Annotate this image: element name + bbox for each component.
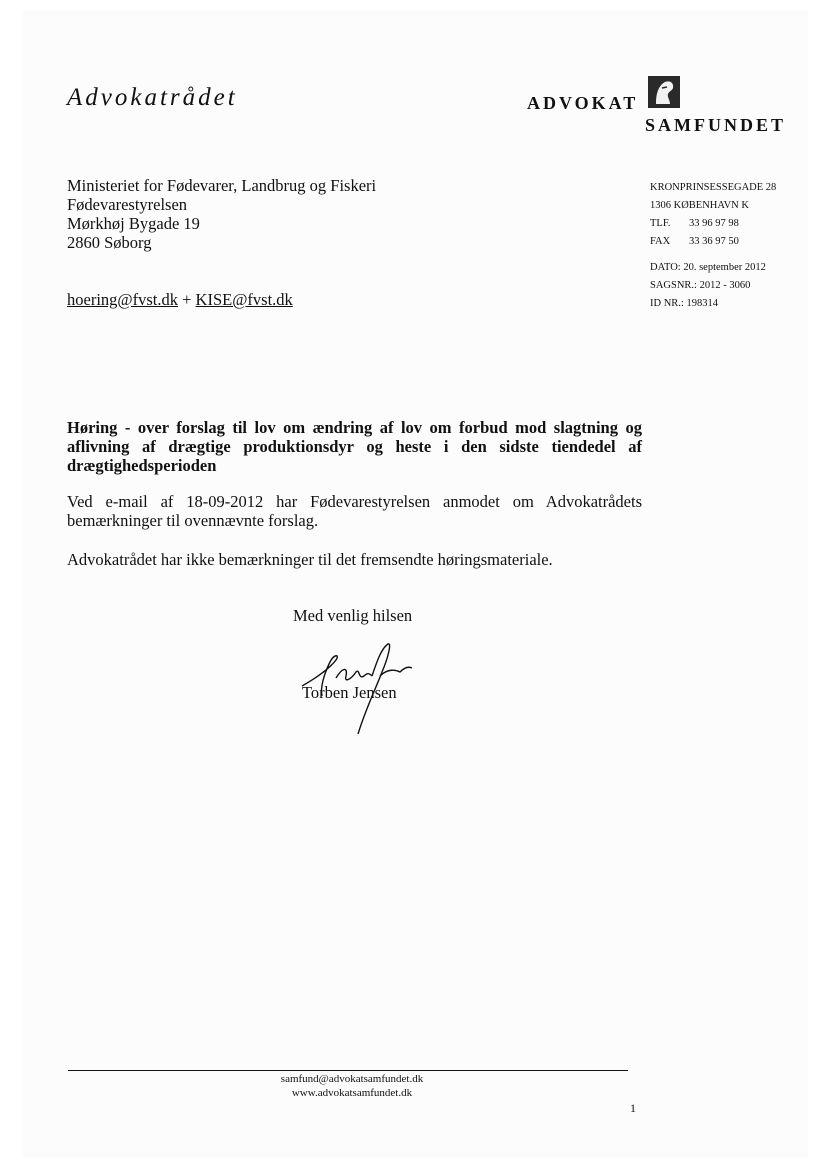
phone-label: TLF. [650, 218, 671, 229]
body-paragraph-2: Advokatrådet har ikke bemærkninger til det fremsendte høringsmateriale. [67, 550, 553, 569]
recipient-ministry: Ministeriet for Fødevarer, Landbrug og Fiskeri [67, 176, 377, 195]
recipient-address [67, 176, 376, 252]
footer-contact [200, 1072, 504, 1100]
footer-email[interactable]: samfund@advokatsamfundet.dk [280, 1073, 424, 1085]
logo-word-samfundet: SAMFUNDET [645, 115, 787, 135]
case-number: SAGSNR.: 2012 - 3060 [650, 280, 751, 291]
sender-city: 1306 KØBENHAVN K [650, 200, 749, 211]
recipient-emails [67, 290, 293, 310]
sender-street: KRONPRINSESSEGADE 28 [650, 182, 777, 193]
recipient-city: 2860 Søborg [67, 233, 152, 252]
closing-phrase: Med venlig hilsen [293, 606, 413, 625]
fax-value: 33 36 97 50 [689, 236, 739, 247]
footer-website[interactable]: www.advokatsamfundet.dk [291, 1087, 413, 1099]
footer-divider [68, 1070, 628, 1071]
knight-head-icon [648, 76, 680, 108]
email-separator: + [182, 290, 192, 309]
email-link-hoering[interactable]: hoering@fvst.dk [67, 290, 178, 309]
logo-word-advokat: ADVOKAT [527, 93, 639, 113]
org-name: Advokatrådet [67, 84, 238, 111]
phone-value: 33 96 97 98 [689, 218, 739, 229]
sender-phone [650, 215, 776, 233]
body-paragraph-1: Ved e-mail af 18-09-2012 har Fødevarestyrelsen anmodet om Advokatrådets bemærkninger til ovennævnte forslag. [67, 492, 642, 530]
page-number: 1 [630, 1101, 636, 1115]
sender-info [650, 179, 776, 313]
email-link-kise[interactable]: KISE@fvst.dk [195, 290, 293, 309]
recipient-agency: Fødevarestyrelsen [67, 195, 188, 214]
signer-name: Torben Jensen [302, 683, 397, 702]
letter-date: DATO: 20. september 2012 [650, 262, 766, 273]
id-number: ID NR.: 198314 [650, 298, 718, 309]
recipient-street: Mørkhøj Bygade 19 [67, 214, 200, 233]
fax-label: FAX [650, 236, 671, 247]
letter-subject: Høring - over forslag til lov om ændring af lov om forbud mod slagtning og aflivning af drægtige produktionsdyr og heste i den sidste tiendedel af drægtighedsperioden [67, 418, 642, 475]
sender-fax [650, 233, 776, 251]
